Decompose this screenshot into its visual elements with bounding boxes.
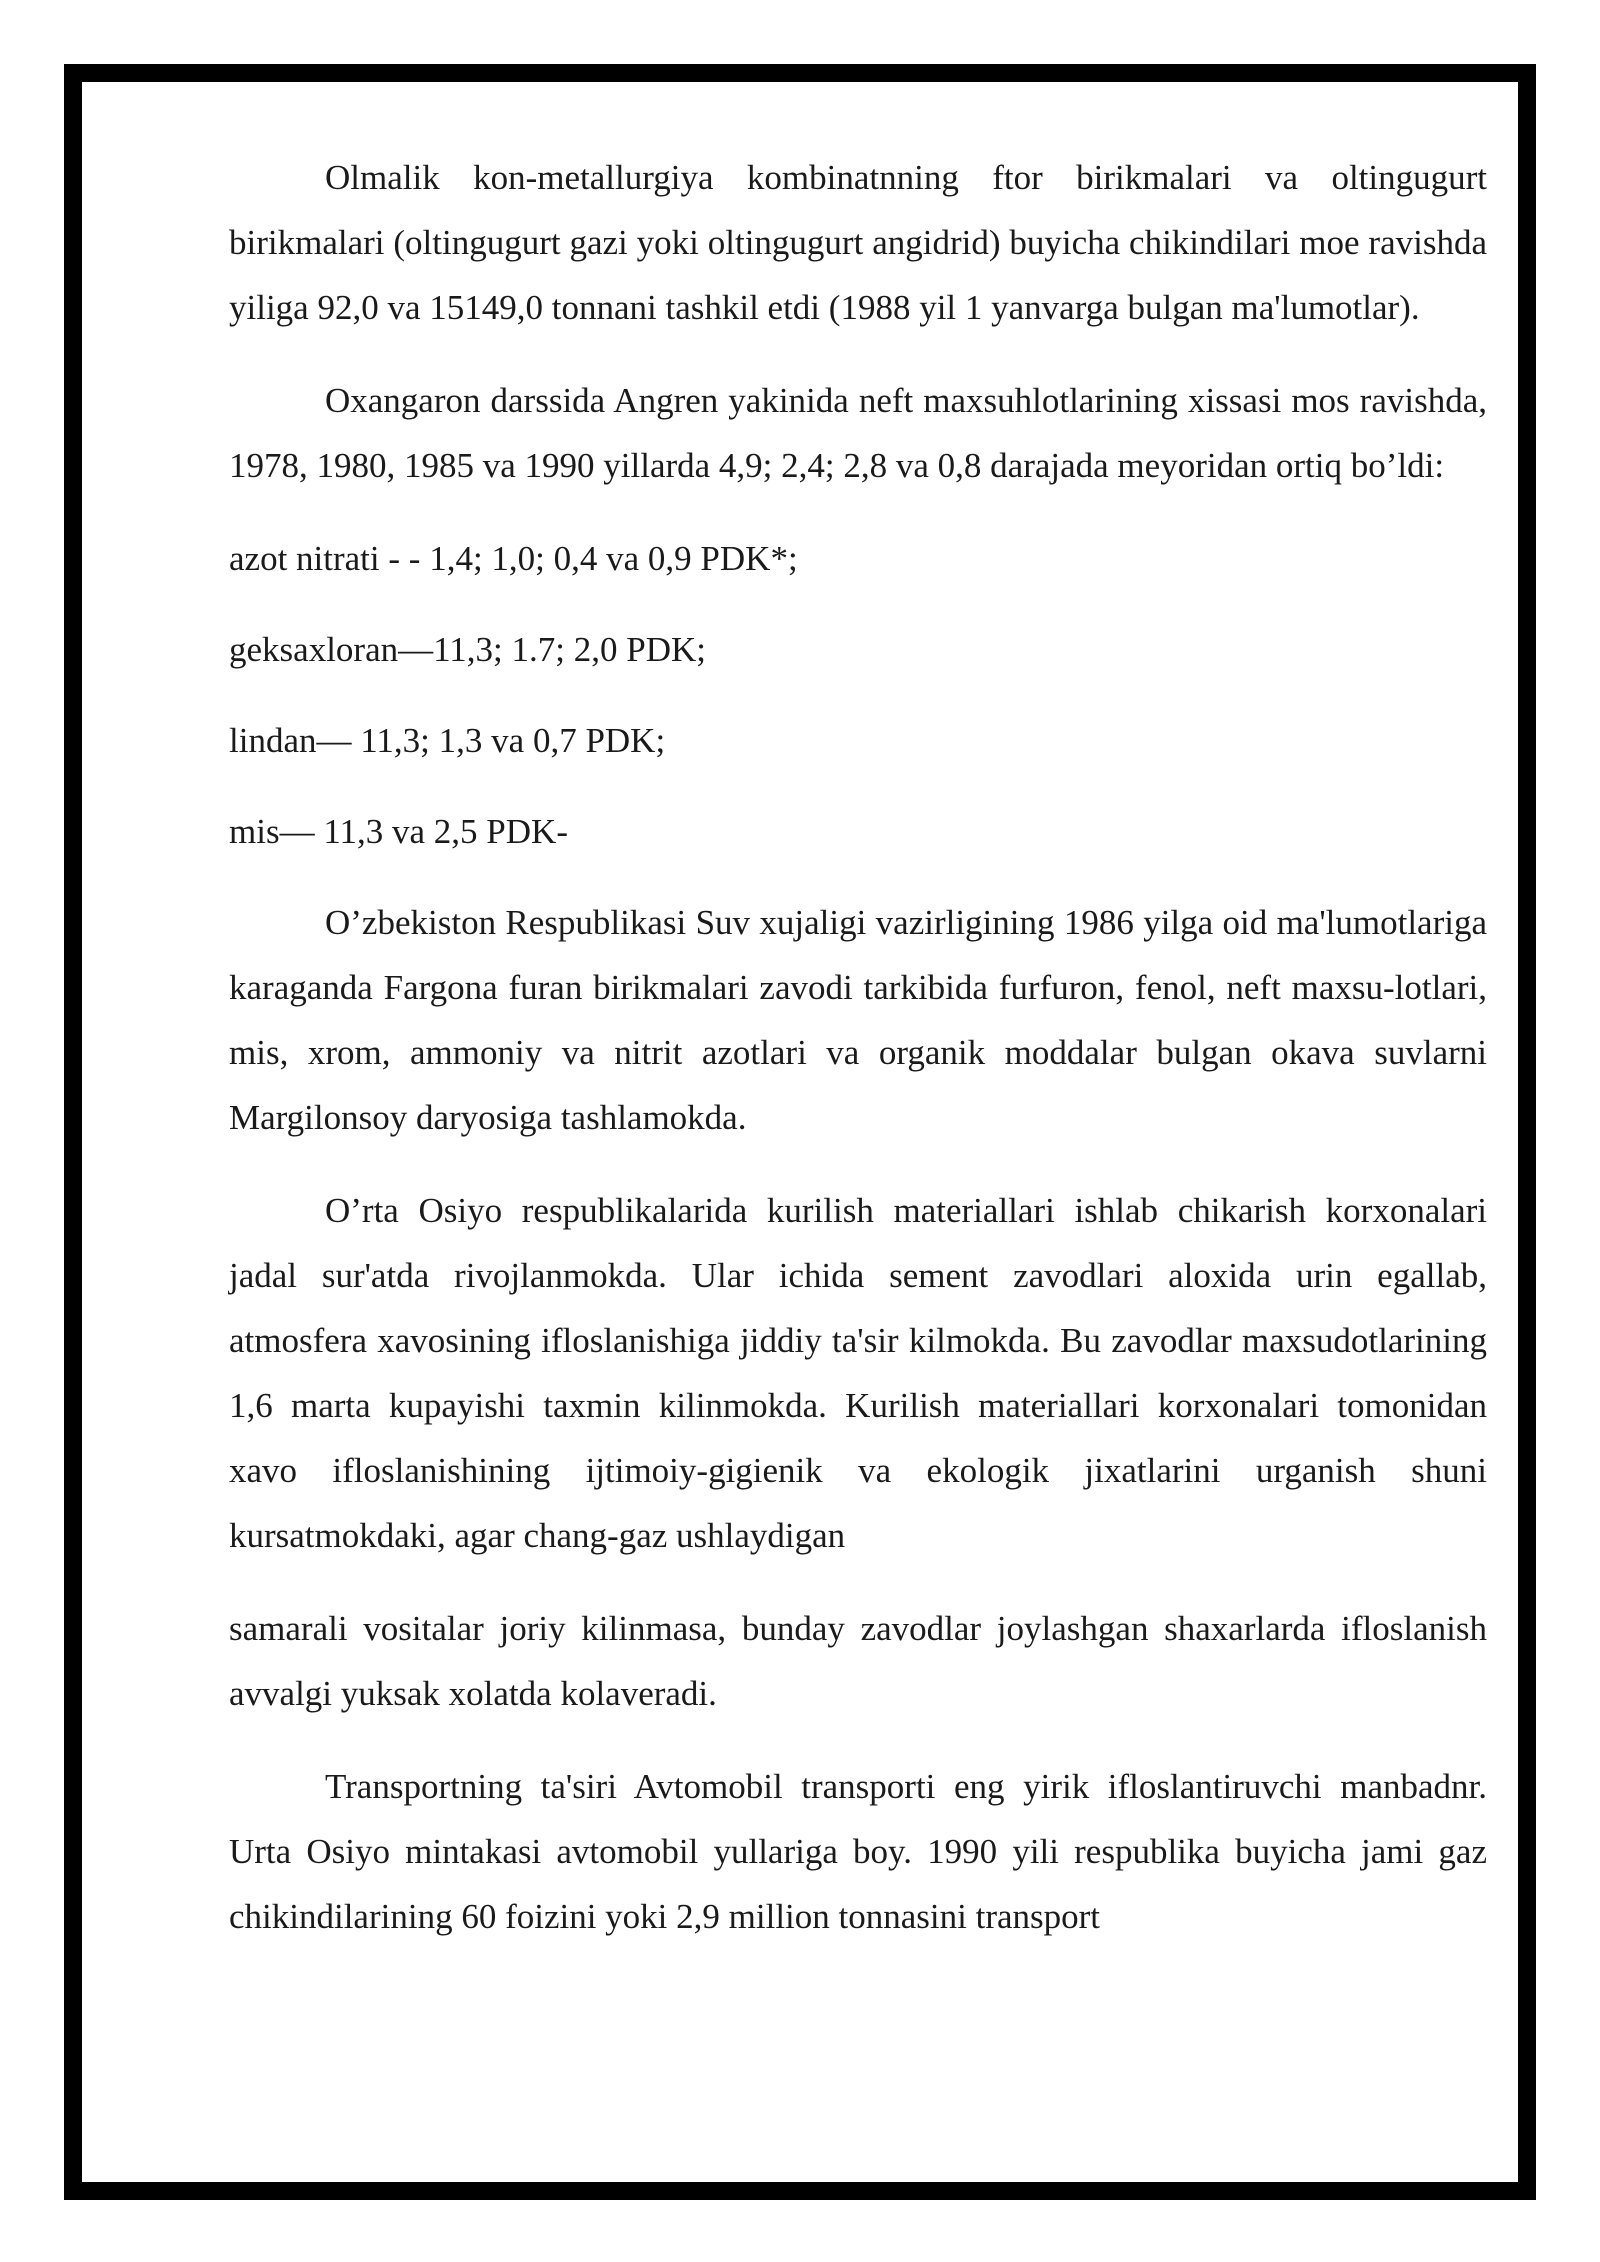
list-line-mis: mis— 11,3 va 2,5 PDK- [229, 812, 568, 851]
list-line-geksaxloran: geksaxloran—11,3; 1.7; 2,0 PDK; [229, 630, 706, 669]
paragraph-transport: Transportning ta'siri Avtomobil transporti eng yirik ifloslantiruvchi manbadnr. Urta Osiyo mintakasi avtomobil yullariga boy. 1990 yili respublika buyicha jami gaz chikindilarining 60 foizini yoki 2,9 million tonnasini transport [229, 1767, 1487, 1936]
paragraph-kurilish-materiallari: O’rta Osiyo respublikalarida kurilish materiallari ishlab chikarish korxonalari jadal sur'atda rivojlanmokda. Ular ichida sement zavodlari aloxida urin egallab, atmosfera xavosining ifloslanishiga jiddiy ta'sir kilmokda. Bu zavodlar maxsudotlarining 1,6 marta kupayishi taxmin kilinmokda. Kurilish materiallari korxonalari tomonidan xavo ifloslanishining ijtimoiy-gigienik va ekologik jixatlarini urganish shuni kursatmokdaki, agar chang-gaz ushlaydigan [229, 1191, 1487, 1555]
paragraph-olmalik: Olmalik kon-metallurgiya kombinatnning ftor birikmalari va oltingugurt birikmalari (oltingugurt gazi yoki oltingugurt angidrid) buyicha chikindilari moe ravishda yiliga 92,0 va 15149,0 tonnani tashkil etdi (1988 yil 1 yanvarga bulgan ma'lumotlar). [229, 158, 1487, 327]
paragraph-suv-xujaligi: O’zbekiston Respublikasi Suv xujaligi vazirligining 1986 yilga oid ma'lumotlariga karaganda Fargona furan birikmalari zavodi tarkibida furfuron, fenol, neft maxsu-lotlari, mis, xrom, ammoniy va nitrit azotlari va organik moddalar bulgan okava suvlarni Margilonsoy daryosiga tashlamokda. [229, 903, 1487, 1137]
document-body [229, 145, 1487, 1977]
list-line-azot-nitrati: azot nitrati - - 1,4; 1,0; 0,4 va 0,9 PDK*; [229, 539, 798, 578]
list-line-lindan: lindan— 11,3; 1,3 va 0,7 PDK; [229, 721, 666, 760]
paragraph-continuation: samarali vositalar joriy kilinmasa, bunday zavodlar joylashgan shaxarlarda ifloslanish avvalgi yuksak xolatda kolaveradi. [229, 1609, 1487, 1713]
paragraph-oxangaron: Oxangaron darssida Angren yakinida neft maxsuhlotlarining xissasi mos ravishda, 1978, 1980, 1985 va 1990 yillarda 4,9; 2,4; 2,8 va 0,8 darajada meyoridan ortiq bo’ldi: [229, 381, 1487, 485]
